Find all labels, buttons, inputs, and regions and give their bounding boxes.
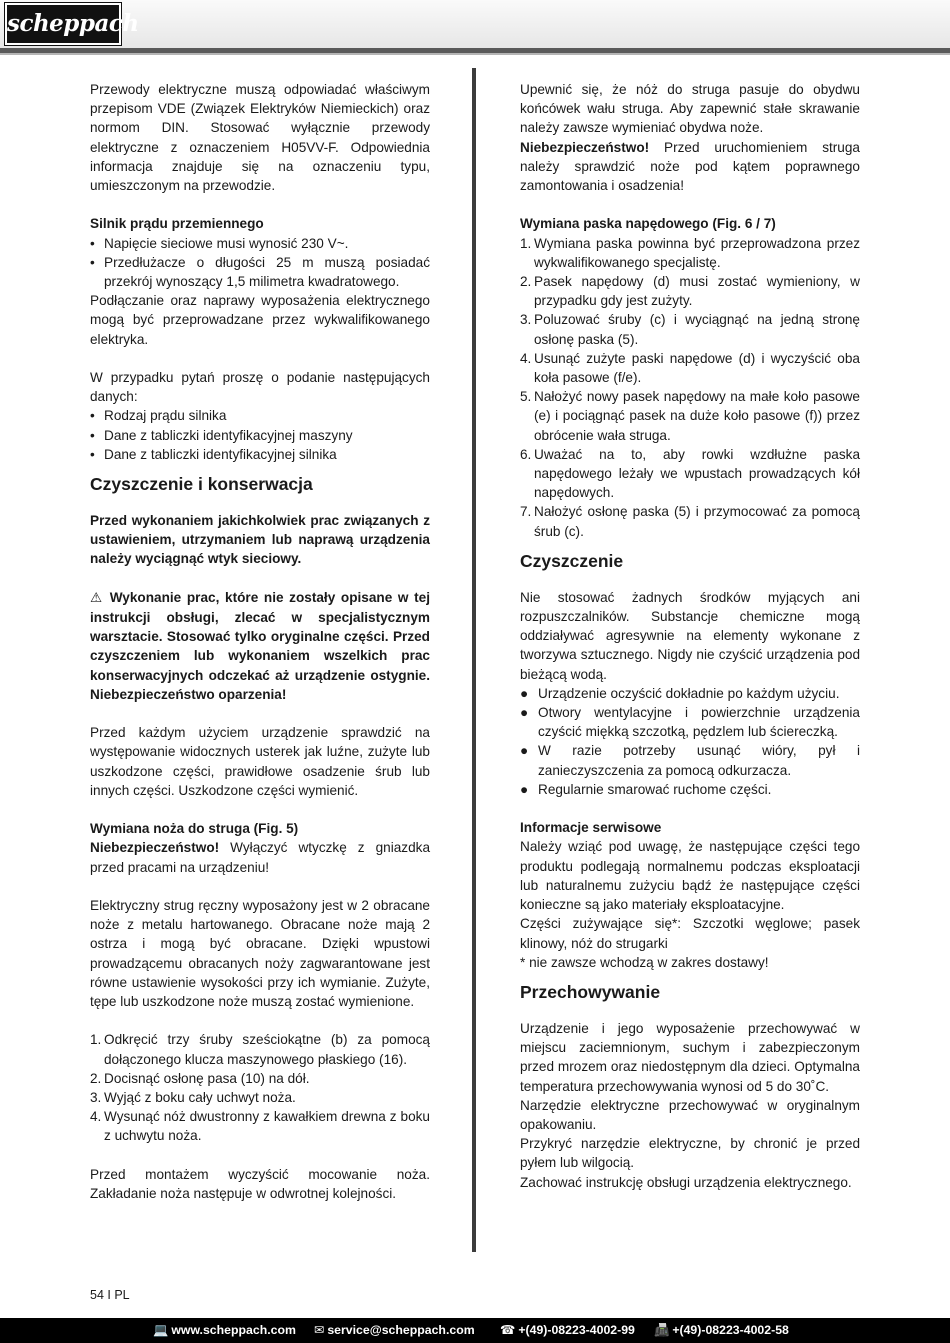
danger-paragraph: Niebezpieczeństwo! Przed uruchomieniem struga należy sprawdzić noże pod kątem poprawnego zamontowania i osadzenia!: [520, 139, 860, 194]
keep-manual-paragraph: Zachować instrukcję obsługi urządzenia elektrycznego.: [520, 1174, 852, 1190]
ac-motor-list: [90, 234, 430, 292]
questions-paragraph: W przypadku pytań proszę o podanie następujących danych:: [90, 370, 430, 405]
list-item: 2. Pasek napędowy (d) musi zostać wymieniony, w przypadku gdy jest zużyty.: [520, 274, 860, 309]
list-item: • Rodzaj prądu silnika: [90, 408, 227, 424]
footer-bar: [0, 1318, 950, 1343]
list-item: 2. Docisnąć osłonę pasa (10) na dół.: [90, 1070, 310, 1086]
warning-triangle-icon: ⚠: [90, 589, 105, 606]
list-item: ● Otwory wentylacyjne i powierzchnie urządzenia czyścić miękką szczotką, pędzlem lub ściereczką.: [520, 705, 860, 740]
header-bar: [0, 0, 950, 50]
list-item: ● Regularnie smarować ruchome części.: [520, 781, 772, 797]
column-divider: [472, 68, 476, 1252]
knife-danger-paragraph: Niebezpieczeństwo! Wyłączyć wtyczkę z gniazdka przed pracami na urządzeniu!: [90, 840, 430, 875]
list-item: 7. Nałożyć osłonę paska (5) i przymocować za pomocą śrub (c).: [520, 504, 860, 539]
scheppach-logo: scheppach: [5, 3, 121, 45]
mounting-paragraph: Przed montażem wyczyścić mocowanie noża. Zakładanie noża następuje w odwrotnej kolejności.: [90, 1166, 430, 1202]
cables-paragraph: Przewody elektryczne muszą odpowiadać właściwym przepisom VDE (Związek Elektryków Niemieckich) oraz normom DIN. Stosować wyłącznie przewody elektryczne z oznaczeniem H05VV-F. Odpowiednia informacja znajduje się na oznaczeniu typu, umieszczonym na przewodzie.: [90, 82, 430, 194]
list-item: 4. Wysunąć nóż dwustronny z kawałkiem drewna z boku z uchwytu noża.: [90, 1109, 430, 1144]
no-solvents-paragraph: Nie stosować żadnych środków myjących ani rozpuszczalników. Substancje chemiczne mogą oddziaływać agresywnie na elementy wykonane z tworzywa sztucznego. Nigdy nie czyścić urządzenia pod bieżącą wodą.: [520, 589, 860, 682]
computer-icon: 💻: [153, 1323, 169, 1337]
workshop-warning: ⚠ Wykonanie prac, które nie zostały opisane w tej instrukcji obsługi, zlecać w specjalistycznym warsztacie. Stosować tylko oryginalne części. Przed czyszczeniem lub wykonaniem wszelkich prac konserwacyjnych odczekać aż urządzenie ostygnie. Niebezpieczeństwo oparzenia!: [90, 589, 431, 702]
belt-steps-list: [520, 234, 860, 541]
list-item: 3. Wyjąć z boku cały uchwyt noża.: [90, 1090, 296, 1106]
list-item: 5. Nałożyć nowy pasek napędowy na małe koło pasowe (e) i pociągnąć pasek na duże koło pasowe (f)) przez obrócenie wała struga.: [520, 389, 860, 443]
electrician-paragraph: Podłączanie oraz naprawy wyposażenia elektrycznego mogą być przeprowadzane przez wykwalifikowanego elektryka.: [90, 293, 430, 347]
knife-replacement-heading: Wymiana noża do struga (Fig. 5): [90, 821, 299, 837]
knives-paragraph: Elektryczny strug ręczny wyposażony jest w 2 obracane noże z metalu hartowanego. Obracane noże mają 2 ostrza i mogą być obracane. Dzięki wpustowi prowadzącemu obracanych noży zagwarantowane jest równe ustawienie wysokości przy ich wymianie. Zużyte, tępe lub uszkodzone noże muszą zostać wymienione.: [90, 898, 430, 1010]
wear-parts-paragraph: Należy wziąć pod uwagę, że następujące części tego produktu podlegają normalnemu podczas eksploatacji lub naturalnemu zużyciu bądź że następujące części konieczne są jako materiały eksploatacyjne.: [520, 839, 860, 913]
questions-list: [90, 406, 430, 464]
header-rule-light: [0, 53, 950, 55]
list-item: 6. Uważać na to, aby rowki wzdłużne paska napędowego leżały we wpustach prowadzących kół napędowych.: [520, 446, 860, 501]
right-column: [520, 80, 860, 1192]
page-number: 54 I PL: [90, 1288, 130, 1302]
storage-paragraph: Urządzenie i jego wyposażenie przechowywać w miejscu zaciemnionym, suchym i zabezpieczonym przed mrozem oraz niedostępnym dla dzieci. Optymalna temperatura przechowywania wynosi od 5 do 30˚C.: [520, 1020, 860, 1094]
ac-motor-heading: Silnik prądu przemiennego: [90, 216, 264, 232]
left-column: [90, 80, 430, 1203]
cover-tool-paragraph: Przykryć narzędzie elektryczne, by chronić je przed pyłem lub wilgocią.: [520, 1136, 860, 1171]
belt-replacement-heading: Wymiana paska napędowego (Fig. 6 / 7): [520, 216, 776, 232]
inspection-paragraph: Przed każdym użyciem urządzenie sprawdzić na występowanie widocznych usterek jak luźne, zużyte lub uszkodzone części, prawidłowe osadzenie śrub lub innych części. Uszkodzone części wymienić.: [90, 725, 430, 798]
list-item: • Napięcie sieciowe musi wynosić 230 V~.: [90, 235, 349, 251]
footer-phone: ☎ +(49)-08223-4002-99: [500, 1323, 635, 1337]
list-item: • Przedłużacze o długości 25 m muszą posiadać przekrój wynoszący 1,5 milimetra kwadratowego.: [90, 254, 430, 290]
unplug-warning: Przed wykonaniem jakichkolwiek prac związanych z ustawieniem, utrzymaniem lub naprawą urządzenia należy wyciągnąć wtyk sieciowy.: [90, 513, 430, 567]
list-item: 1. Odkręcić trzy śruby sześciokątne (b) za pomocą dołączonego klucza maszynowego płaskiego (16).: [90, 1032, 430, 1067]
original-packaging-paragraph: Narzędzie elektryczne przechowywać w oryginalnym opakowaniu.: [520, 1097, 860, 1132]
list-item: • Dane z tabliczki identyfikacyjnej maszyny: [90, 427, 353, 443]
footer-email[interactable]: ✉ service@scheppach.com: [314, 1323, 475, 1337]
cleaning-list: [520, 684, 860, 799]
knife-steps-list: [90, 1030, 430, 1145]
consumables-paragraph: Części zużywające się*: Szczotki węglowe; pasek klinowy, nóż do strugarki: [520, 916, 860, 951]
service-info-heading: Informacje serwisowe: [520, 820, 662, 836]
mail-icon: ✉: [314, 1323, 325, 1337]
fax-icon: 📠: [654, 1323, 670, 1337]
list-item: 3. Poluzować śruby (c) i wyciągnąć na jedną stronę osłonę paska (5).: [520, 312, 860, 347]
storage-heading: Przechowywanie: [520, 981, 661, 1002]
list-item: ● W razie potrzeby usunąć wióry, pył i zanieczyszczenia za pomocą odkurzacza.: [520, 743, 860, 778]
knife-fit-paragraph: Upewnić się, że nóż do struga pasuje do obydwu końcówek wału struga. Aby zapewnić stałe skrawanie należy zawsze wymieniać obydwa noże.: [520, 82, 860, 136]
list-item: 1. Wymiana paska powinna być przeprowadzona przez wykwalifikowanego specjalistę.: [520, 235, 860, 270]
list-item: • Dane z tabliczki identyfikacyjnej silnika: [90, 446, 337, 462]
delivery-note: * nie zawsze wchodzą w zakres dostawy!: [520, 954, 769, 970]
footer-website[interactable]: 💻 www.scheppach.com: [153, 1323, 296, 1337]
list-item: 4. Usunąć zużyte paski napędowe (d) i wyczyścić oba koła pasowe (f/e).: [520, 350, 860, 386]
list-item: ● Urządzenie oczyścić dokładnie po każdym użyciu.: [520, 685, 840, 701]
cleaning-maintenance-heading: Czyszczenie i konserwacja: [90, 474, 313, 495]
cleaning-heading: Czyszczenie: [520, 550, 624, 571]
footer-fax: 📠 +(49)-08223-4002-58: [654, 1323, 789, 1337]
phone-icon: ☎: [500, 1323, 516, 1337]
